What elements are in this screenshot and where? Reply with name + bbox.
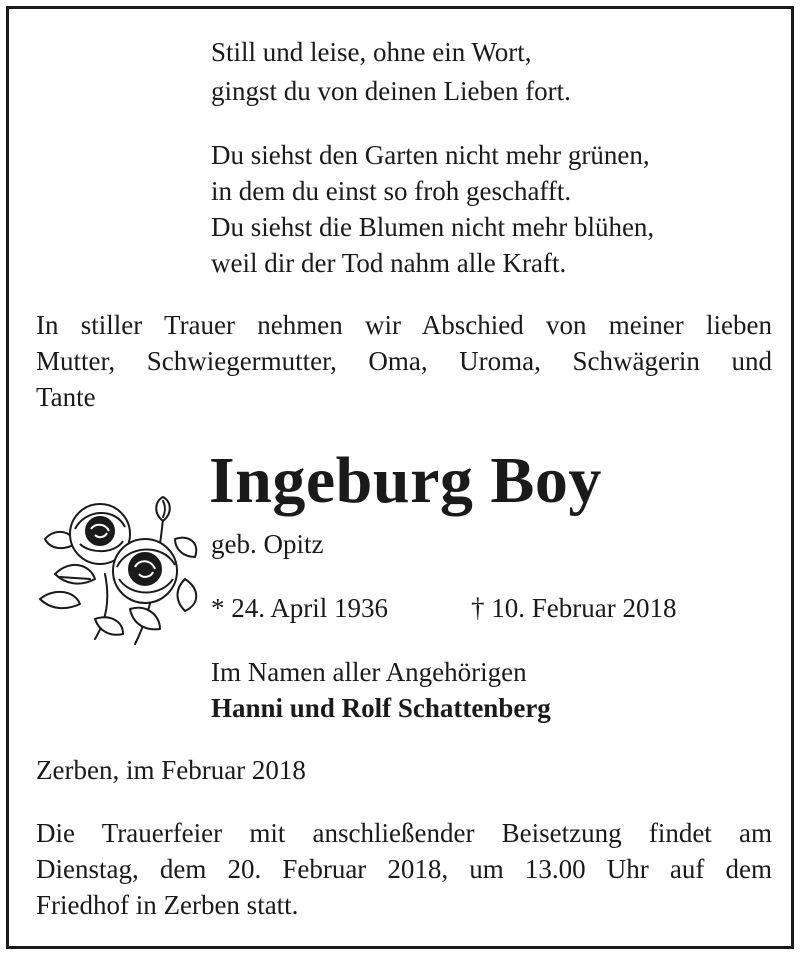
place-date: Zerben, im Februar 2018: [36, 755, 306, 785]
poem-line: in dem du einst so froh geschafft.: [211, 176, 572, 206]
funeral-line: Friedhof in Zerben statt.: [36, 890, 299, 920]
signature-line: Im Namen aller Angehörigen: [211, 657, 527, 687]
roses-icon: [35, 479, 205, 649]
poem-line: weil dir der Tod nahm alle Kraft.: [211, 248, 567, 278]
birth-date: * 24. April 1936: [211, 593, 389, 623]
obituary-notice: [6, 6, 794, 949]
funeral-line: Dienstag, dem 20. Februar 2018, um 13.00 Uhr auf dem: [36, 854, 772, 884]
intro-line: Mutter, Schwiegermutter, Oma, Uroma, Schwägerin und: [36, 346, 772, 376]
funeral-paragraph: [36, 815, 772, 923]
poem-line: gingst du von deinen Lieben fort.: [211, 76, 571, 106]
intro-line: In stiller Trauer nehmen wir Abschied von meiner lieben: [36, 310, 772, 340]
poem-line: Du siehst die Blumen nicht mehr blühen,: [211, 212, 655, 242]
funeral-line: Die Trauerfeier mit anschließender Beisetzung findet am: [36, 818, 772, 848]
death-date: † 10. Februar 2018: [471, 593, 677, 623]
poem-line: Still und leise, ohne ein Wort,: [211, 37, 532, 67]
signature-names: Hanni und Rolf Schattenberg: [211, 693, 551, 723]
poem-line: Du siehst den Garten nicht mehr grünen,: [211, 140, 650, 170]
intro-line: Tante: [36, 382, 96, 412]
intro-paragraph: [36, 307, 772, 415]
maiden-name: geb. Opitz: [211, 529, 324, 559]
deceased-name: Ingeburg Boy: [209, 444, 602, 517]
